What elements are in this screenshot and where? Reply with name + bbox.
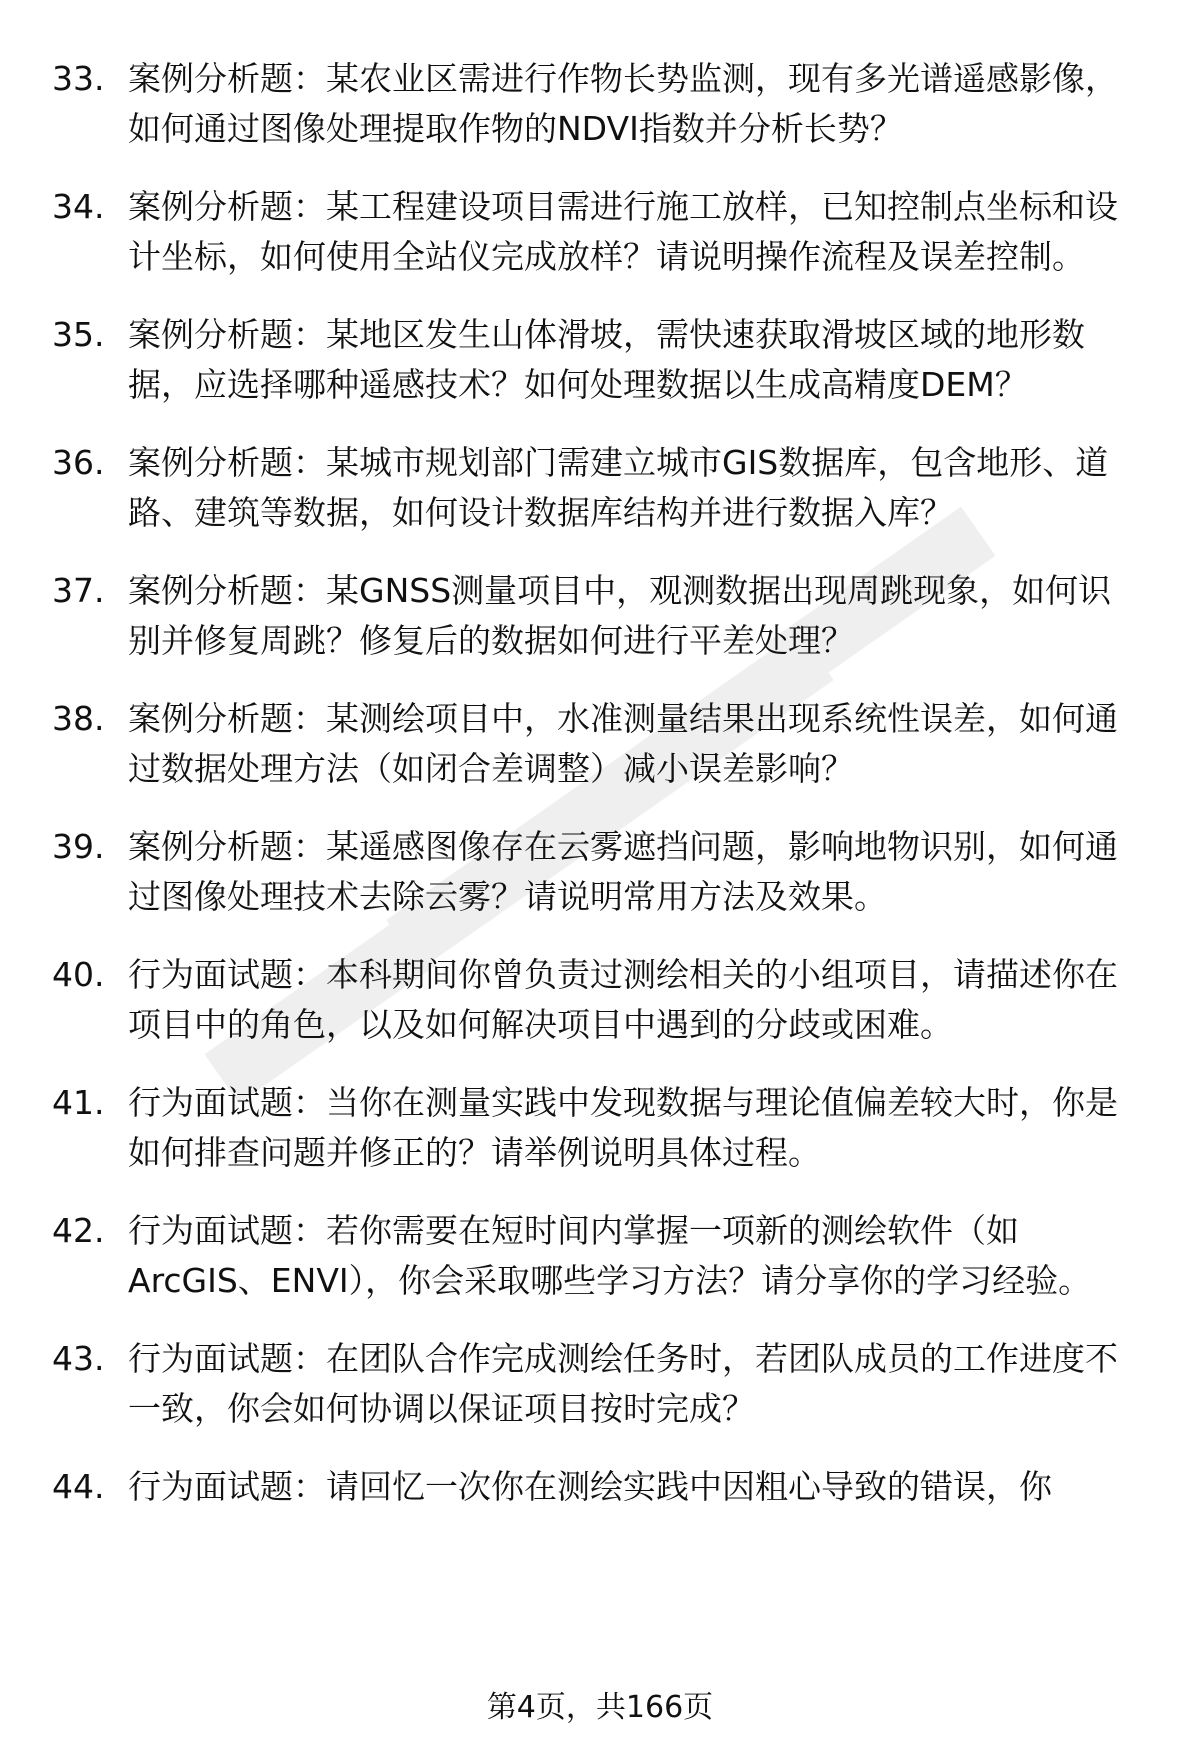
question-number: 34.: [52, 187, 105, 226]
question-text: 案例分析题：某GNSS测量项目中，观测数据出现周跳现象，如何识别并修复周跳？修复后的数据如何进行平差处理？: [128, 571, 1112, 660]
question-item: [0, 1462, 1200, 1512]
question-number: 41.: [52, 1083, 105, 1122]
question-text: 案例分析题：某测绘项目中，水准测量结果出现系统性误差，如何通过数据处理方法（如闭合差调整）减小误差影响？: [128, 699, 1118, 788]
question-text: 行为面试题：在团队合作完成测绘任务时，若团队成员的工作进度不一致，你会如何协调以保证项目按时完成？: [128, 1339, 1118, 1428]
question-item: [0, 1334, 1200, 1434]
question-text: 行为面试题：若你需要在短时间内掌握一项新的测绘软件（如ArcGIS、ENVI），你会采取哪些学习方法？请分享你的学习经验。: [128, 1211, 1092, 1300]
question-item: [0, 438, 1200, 538]
question-number: 36.: [52, 443, 105, 482]
question-item: [0, 310, 1200, 410]
question-text: 案例分析题：某农业区需进行作物长势监测，现有多光谱遥感影像，如何通过图像处理提取作物的NDVI指数并分析长势？: [128, 59, 1118, 148]
question-text: 行为面试题：请回忆一次你在测绘实践中因粗心导致的错误，你: [128, 1467, 1052, 1506]
question-item: [0, 694, 1200, 794]
question-item: [0, 822, 1200, 922]
question-number: 35.: [52, 315, 105, 354]
question-item: [0, 950, 1200, 1050]
question-number: 39.: [52, 827, 105, 866]
question-text: 行为面试题：本科期间你曾负责过测绘相关的小组项目，请描述你在项目中的角色，以及如何解决项目中遇到的分歧或困难。: [128, 955, 1118, 1044]
question-number: 44.: [52, 1467, 105, 1506]
question-item: [0, 1078, 1200, 1178]
page-number: 第4页，共166页: [486, 1690, 714, 1725]
question-list: [0, 54, 1200, 1540]
question-number: 42.: [52, 1211, 105, 1250]
question-text: 行为面试题：当你在测量实践中发现数据与理论值偏差较大时，你是如何排查问题并修正的？请举例说明具体过程。: [128, 1083, 1118, 1172]
question-number: 38.: [52, 699, 105, 738]
question-item: [0, 54, 1200, 154]
question-number: 33.: [52, 59, 105, 98]
question-number: 37.: [52, 571, 105, 610]
question-text: 案例分析题：某工程建设项目需进行施工放样，已知控制点坐标和设计坐标，如何使用全站仪完成放样？请说明操作流程及误差控制。: [128, 187, 1118, 276]
question-text: 案例分析题：某城市规划部门需建立城市GIS数据库，包含地形、道路、建筑等数据，如何设计数据库结构并进行数据入库？: [128, 443, 1109, 532]
question-item: [0, 182, 1200, 282]
question-number: 40.: [52, 955, 105, 994]
question-text: 案例分析题：某地区发生山体滑坡，需快速获取滑坡区域的地形数据，应选择哪种遥感技术？如何处理数据以生成高精度DEM？: [128, 315, 1085, 404]
question-number: 43.: [52, 1339, 105, 1378]
question-item: [0, 566, 1200, 666]
question-text: 案例分析题：某遥感图像存在云雾遮挡问题，影响地物识别，如何通过图像处理技术去除云雾？请说明常用方法及效果。: [128, 827, 1118, 916]
question-item: [0, 1206, 1200, 1306]
